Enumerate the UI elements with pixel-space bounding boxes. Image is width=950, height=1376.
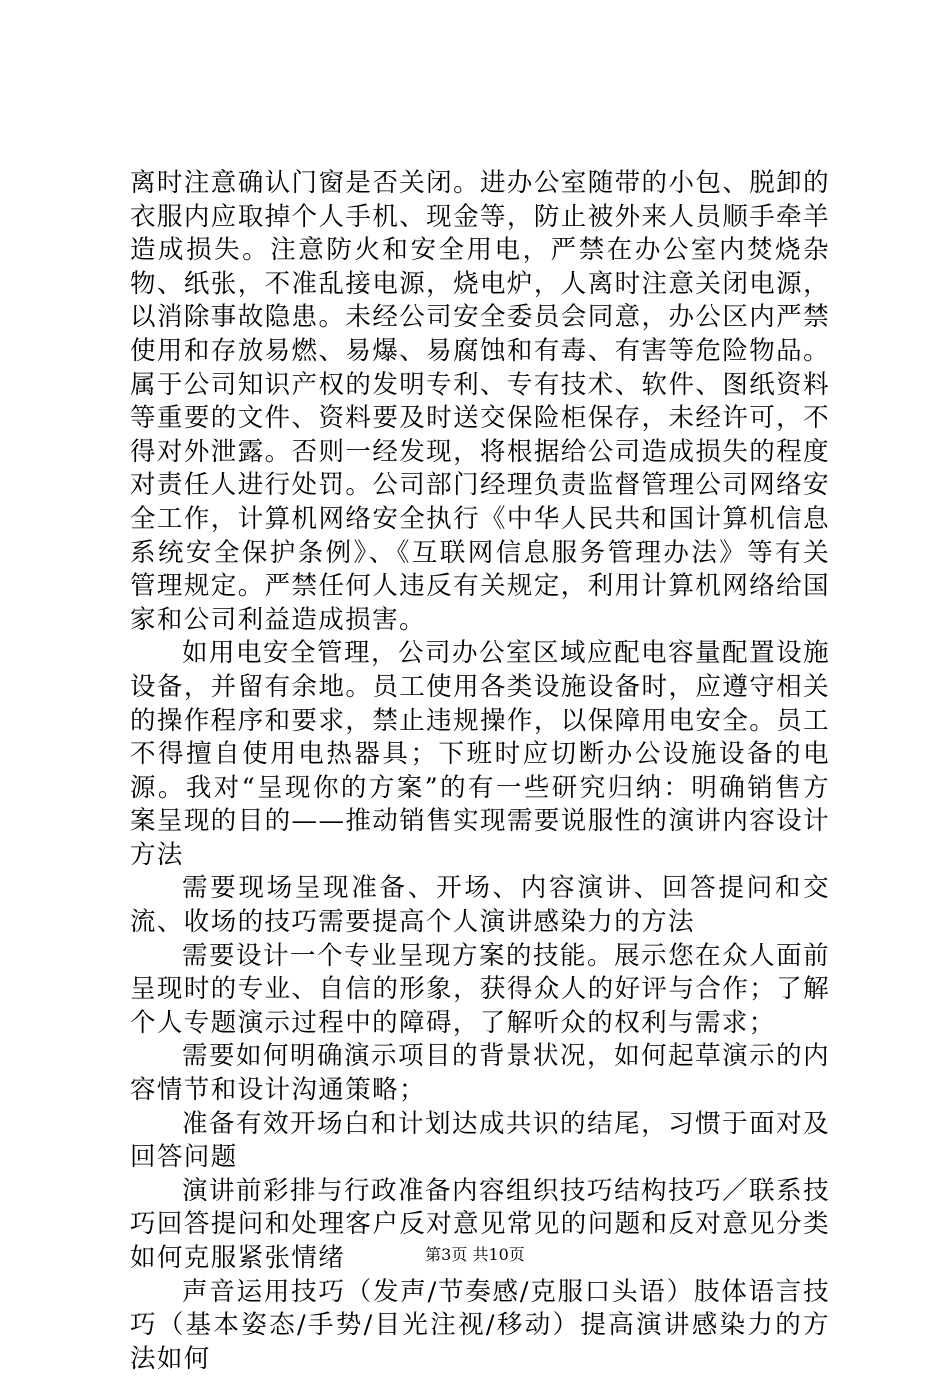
- paragraph-3: 需要现场呈现准备、开场、内容演讲、回答提问和交流、收场的技巧需要提高个人演讲感染力的方法: [130, 873, 830, 938]
- paragraph-1: 离时注意确认门窗是否关闭。进办公室随带的小包、脱卸的衣服内应取掉个人手机、现金等，防止被外来人员顺手牵羊造成损失。注意防火和安全用电，严禁在办公室内焚烧杂物、纸张，不准乱接电源，烧电炉，人离时注意关闭电源，以消除事故隐患。未经公司安全委员会同意，办公区内严禁使用和存放易燃、易爆、易腐蚀和有毒、有害等危险物品。属于公司知识产权的发明专利、专有技术、软件、图纸资料等重要的文件、资料要及时送交保险柜保存，未经许可，不得对外泄露。否则一经发现，将根据给公司造成损失的程度对责任人进行处罚。公司部门经理负责监督管理公司网络安全工作，计算机网络安全执行《中华人民共和国计算机信息系统安全保护条例》、《互联网信息服务管理办法》等有关管理规定。严禁任何人违反有关规定，利用计算机网络给国家和公司利益造成损害。: [130, 168, 830, 635]
- paragraph-5: 需要如何明确演示项目的背景状况，如何起草演示的内容情节和设计沟通策略；: [130, 1041, 830, 1106]
- paragraph-7: 演讲前彩排与行政准备内容组织技巧结构技巧／联系技巧回答提问和处理客户反对意见常见的问题和反对意见分类如何克服紧张情绪: [130, 1175, 830, 1273]
- document-body: [130, 167, 830, 1376]
- paragraph-8: 声音运用技巧（发声/节奏感/克服口头语）肢体语言技巧（基本姿态/手势/目光注视/移动）提高演讲感染力的方法如何: [130, 1276, 830, 1374]
- paragraph-2: 如用电安全管理，公司办公室区域应配电容量配置设施设备，并留有余地。员工使用各类设施设备时，应遵守相关的操作程序和要求，禁止违规操作，以保障用电安全。员工不得擅自使用电热器具；下班时应切断办公设施设备的电源。我对“呈现你的方案”的有一些研究归纳：明确销售方案呈现的目的——推动销售实现需要说服性的演讲内容设计方法: [130, 638, 830, 870]
- paragraph-4: 需要设计一个专业呈现方案的技能。展示您在众人面前呈现时的专业、自信的形象，获得众人的好评与合作；了解个人专题演示过程中的障碍，了解听众的权利与需求；: [130, 940, 830, 1038]
- paragraph-6: 准备有效开场白和计划达成共识的结尾，习惯于面对及回答问题: [130, 1108, 830, 1173]
- page-number-footer: 第3页 共10页: [425, 1245, 525, 1264]
